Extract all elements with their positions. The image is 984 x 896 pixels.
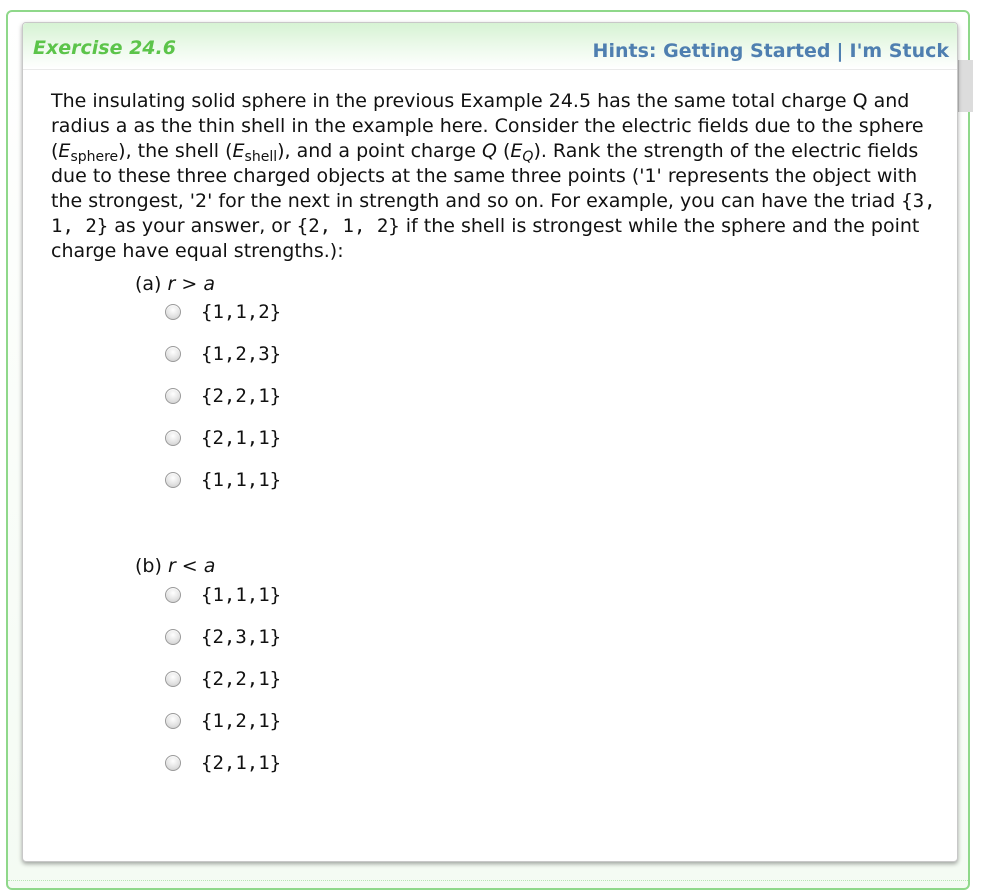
hints-separator: | xyxy=(836,40,844,62)
symbol-q: Q xyxy=(481,140,497,162)
part-a-option[interactable] xyxy=(165,384,281,408)
symbol-e: E xyxy=(58,140,71,162)
radio-button[interactable] xyxy=(165,671,181,687)
part-b-option[interactable] xyxy=(165,751,281,775)
part-b-option[interactable] xyxy=(165,667,281,691)
exercise-header xyxy=(23,23,957,70)
example-triad: {2, 1, 2} xyxy=(296,215,400,237)
symbol-e: E xyxy=(232,140,245,162)
exercise-title: Exercise 24.6 xyxy=(33,37,176,59)
subscript-q: Q xyxy=(522,149,534,165)
radio-button[interactable] xyxy=(165,629,181,645)
var-r: r xyxy=(167,273,176,295)
option-label: {2,3,1} xyxy=(201,626,282,648)
part-b-prefix: (b) xyxy=(135,555,168,577)
part-a-option[interactable] xyxy=(165,468,281,492)
option-label: {2,1,1} xyxy=(201,752,282,774)
comparison-operator: < xyxy=(175,555,204,577)
question-text-part: The insulating solid sphere in the previous Example 24.5 has the same total charge Q and radius a as the thin shell in the example here. Consider the electric fields due to the sphere ( xyxy=(51,90,924,162)
option-label: {1,2,1} xyxy=(201,710,282,732)
hints-label: Hints: xyxy=(592,40,657,62)
part-a-option[interactable] xyxy=(165,426,281,450)
question-text xyxy=(51,89,941,264)
question-text-part: ). Rank the strength of the electric fields due to these three charged objects at the same three points ('1' represents the object with the strongest, '2' for the next in strength and so on. For example, you can have the triad xyxy=(51,140,919,212)
radio-button[interactable] xyxy=(165,430,181,446)
part-b-option[interactable] xyxy=(165,583,281,607)
radio-button[interactable] xyxy=(165,587,181,603)
part-b-label xyxy=(135,555,215,577)
radio-button[interactable] xyxy=(165,472,181,488)
question-text-part: ( xyxy=(496,140,511,162)
symbol-e: E xyxy=(510,140,523,162)
comparison-operator: > xyxy=(175,273,204,295)
part-b-option[interactable] xyxy=(165,625,281,649)
option-label: {2,2,1} xyxy=(201,385,282,407)
scrollbar-thumb[interactable] xyxy=(958,60,973,112)
question-text-part: ), the shell ( xyxy=(118,140,233,162)
question-text-part: as your answer, or xyxy=(108,215,297,237)
var-r: r xyxy=(167,555,176,577)
option-label: {1,1,2} xyxy=(201,301,282,323)
var-a: a xyxy=(203,555,216,577)
part-a-prefix: (a) xyxy=(135,273,168,295)
option-label: {2,2,1} xyxy=(201,668,282,690)
hints-bar xyxy=(593,40,949,62)
var-a: a xyxy=(203,273,215,295)
radio-button[interactable] xyxy=(165,304,181,320)
part-a-option[interactable] xyxy=(165,300,281,324)
option-label: {1,2,3} xyxy=(201,343,282,365)
radio-button[interactable] xyxy=(165,713,181,729)
frame-divider xyxy=(8,880,968,881)
subscript-shell: shell xyxy=(244,149,278,165)
option-label: {2,1,1} xyxy=(201,427,282,449)
question-text-part: ), and a point charge xyxy=(277,140,482,162)
option-label: {1,1,1} xyxy=(201,469,282,491)
part-a-label xyxy=(135,273,215,295)
part-a-option[interactable] xyxy=(165,342,281,366)
getting-started-link[interactable]: Getting Started xyxy=(663,40,831,62)
im-stuck-link[interactable]: I'm Stuck xyxy=(849,40,949,62)
radio-button[interactable] xyxy=(165,346,181,362)
question-text-part: if the shell is strongest while the sphere and the point charge have equal strengths.): xyxy=(51,215,920,262)
option-label: {1,1,1} xyxy=(201,584,282,606)
radio-button[interactable] xyxy=(165,755,181,771)
exercise-card xyxy=(22,22,958,862)
radio-button[interactable] xyxy=(165,388,181,404)
example-triad: {3, 1, 2} xyxy=(51,190,936,237)
part-b-option[interactable] xyxy=(165,709,281,733)
subscript-sphere: sphere xyxy=(70,149,119,165)
